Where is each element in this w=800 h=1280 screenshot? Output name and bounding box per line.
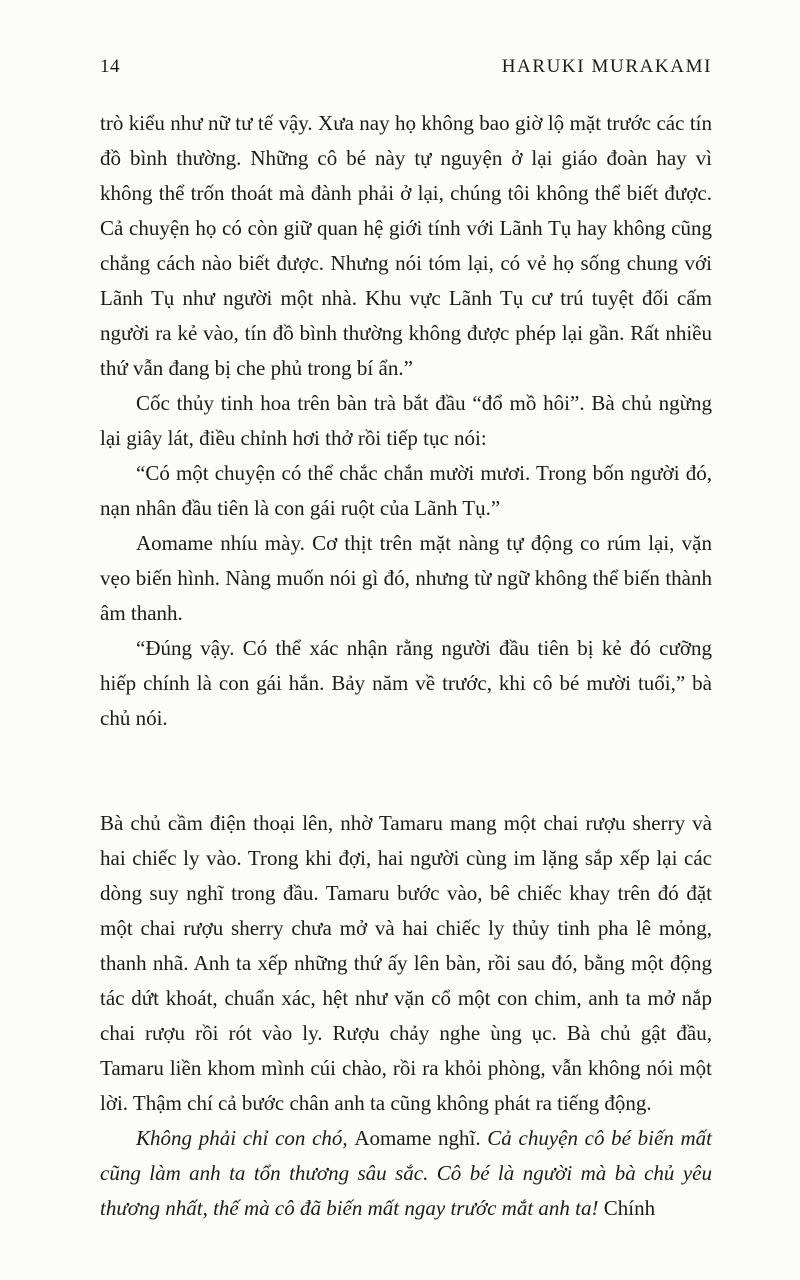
paragraph: Aomame nhíu mày. Cơ thịt trên mặt nàng tự động co rúm lại, vặn vẹo biến hình. Nàng muốn nói gì đó, nhưng từ ngữ không thể biến thành âm thanh. — [100, 531, 712, 625]
text-segment: Chính — [603, 1196, 656, 1220]
running-header-author: HARUKI MURAKAMI — [501, 56, 712, 77]
paragraph: “Đúng vậy. Có thể xác nhận rằng người đầu tiên bị kẻ đó cưỡng hiếp chính là con gái hắn. Bảy năm về trước, khi cô bé mười tuổi,” bà chủ nói. — [100, 636, 712, 730]
text-segment: Aomame nghĩ. — [354, 1126, 488, 1150]
paragraph: trò kiểu như nữ tư tế vậy. Xưa nay họ không bao giờ lộ mặt trước các tín đồ bình thường. Những cô bé này tự nguyện ở lại giáo đoàn hay vì không thể trốn thoát mà đành phải ở lại, chúng tôi không thể biết được. Cả chuyện họ có còn giữ quan hệ giới tính với Lãnh Tụ hay không cũng chẳng cách nào biết được. Nhưng nói tóm lại, có vẻ họ sống chung với Lãnh Tụ như người một nhà. Khu vực Lãnh Tụ cư trú tuyệt đối cấm người ra kẻ vào, tín đồ bình thường không được phép lại gần. Rất nhiều thứ vẫn đang bị che phủ trong bí ẩn.” — [100, 111, 712, 380]
paragraph: Cốc thủy tinh hoa trên bàn trà bắt đầu “đổ mồ hôi”. Bà chủ ngừng lại giây lát, điều chỉnh hơi thở rồi tiếp tục nói: — [100, 391, 712, 450]
paragraph: “Có một chuyện có thể chắc chắn mười mươi. Trong bốn người đó, nạn nhân đầu tiên là con gái ruột của Lãnh Tụ.” — [100, 461, 712, 520]
paragraph — [100, 1121, 712, 1226]
text-segment: Không phải chỉ con chó, — [136, 1126, 355, 1150]
paragraph: Bà chủ cầm điện thoại lên, nhờ Tamaru mang một chai rượu sherry và hai chiếc ly vào. Trong khi đợi, hai người cùng im lặng sắp xếp lại các dòng suy nghĩ trong đầu. Tamaru bước vào, bê chiếc khay trên đó đặt một chai rượu sherry chưa mở và hai chiếc ly thủy tinh pha lê mỏng, thanh nhã. Anh ta xếp những thứ ấy lên bàn, rồi sau đó, bằng một động tác dứt khoát, chuẩn xác, hệt như vặn cổ một con chim, anh ta mở nắp chai rượu rồi rót vào ly. Rượu chảy nghe ùng ục. Bà chủ gật đầu, Tamaru liền khom mình cúi chào, rồi ra khỏi phòng, vẫn không nói một lời. Thậm chí cả bước chân anh ta cũng không phát ra tiếng động. — [100, 811, 712, 1115]
text-segment: Cả chuyện cô bé biến mất cũng làm anh ta tổn thương sâu sắc. Cô bé là người mà bà chủ yêu thương nhất, thế mà cô đã biến mất ngay trước mắt anh ta! — [100, 1126, 713, 1220]
page-header — [100, 56, 712, 78]
body-text — [100, 106, 712, 1226]
page-number: 14 — [100, 56, 120, 77]
